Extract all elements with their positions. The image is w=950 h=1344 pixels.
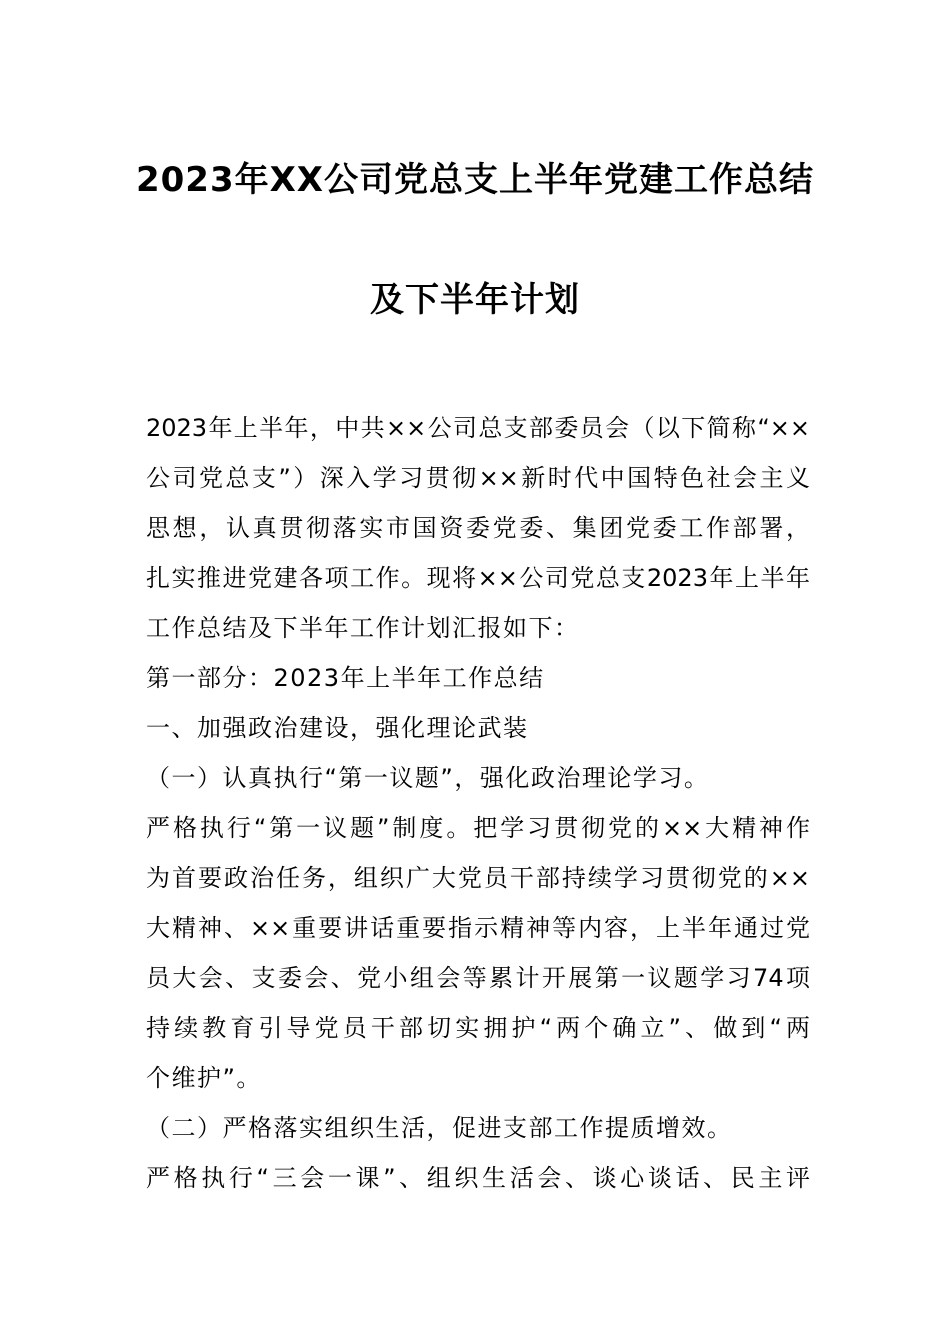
paragraph-line: 严格执行“三会一课”、组织生活会、谈心谈话、民主评 [146,1164,810,1192]
paragraph-line: 大精神、××重要讲话重要指示精神等内容，上半年通过党 [146,914,810,942]
paragraph-line: 2023年上半年，中共××公司总支部委员会（以下简称“×× [146,414,810,442]
paragraph-line: 严格执行“第一议题”制度。把学习贯彻党的××大精神作 [146,814,810,842]
paragraph-line: 思想，认真贯彻落实市国资委党委、集团党委工作部署， [146,514,810,542]
subsection-heading: （二）严格落实组织生活，促进支部工作提质增效。 [146,1114,733,1142]
document-title-line-1: 2023年XX公司党总支上半年党建工作总结 [135,160,815,200]
paragraph-line: 持续教育引导党员干部切实拥护“两个确立”、做到“两 [146,1014,810,1042]
paragraph-line: 个维护”。 [146,1064,262,1092]
document-title-line-2: 及下半年计划 [370,280,580,320]
section-heading: 一、加强政治建设，强化理论武装 [146,714,529,742]
section-heading: 第一部分：2023年上半年工作总结 [146,664,545,692]
paragraph-line: 为首要政治任务，组织广大党员干部持续学习贯彻党的×× [146,864,810,892]
paragraph-line: 员大会、支委会、党小组会等累计开展第一议题学习74项 [146,964,810,992]
paragraph-line: 公司党总支”）深入学习贯彻××新时代中国特色社会主义 [146,464,810,492]
subsection-heading: （一）认真执行“第一议题”，强化政治理论学习。 [146,764,710,792]
paragraph-line: 工作总结及下半年工作计划汇报如下： [146,614,580,642]
paragraph-line: 扎实推进党建各项工作。现将××公司党总支2023年上半年 [146,564,810,592]
